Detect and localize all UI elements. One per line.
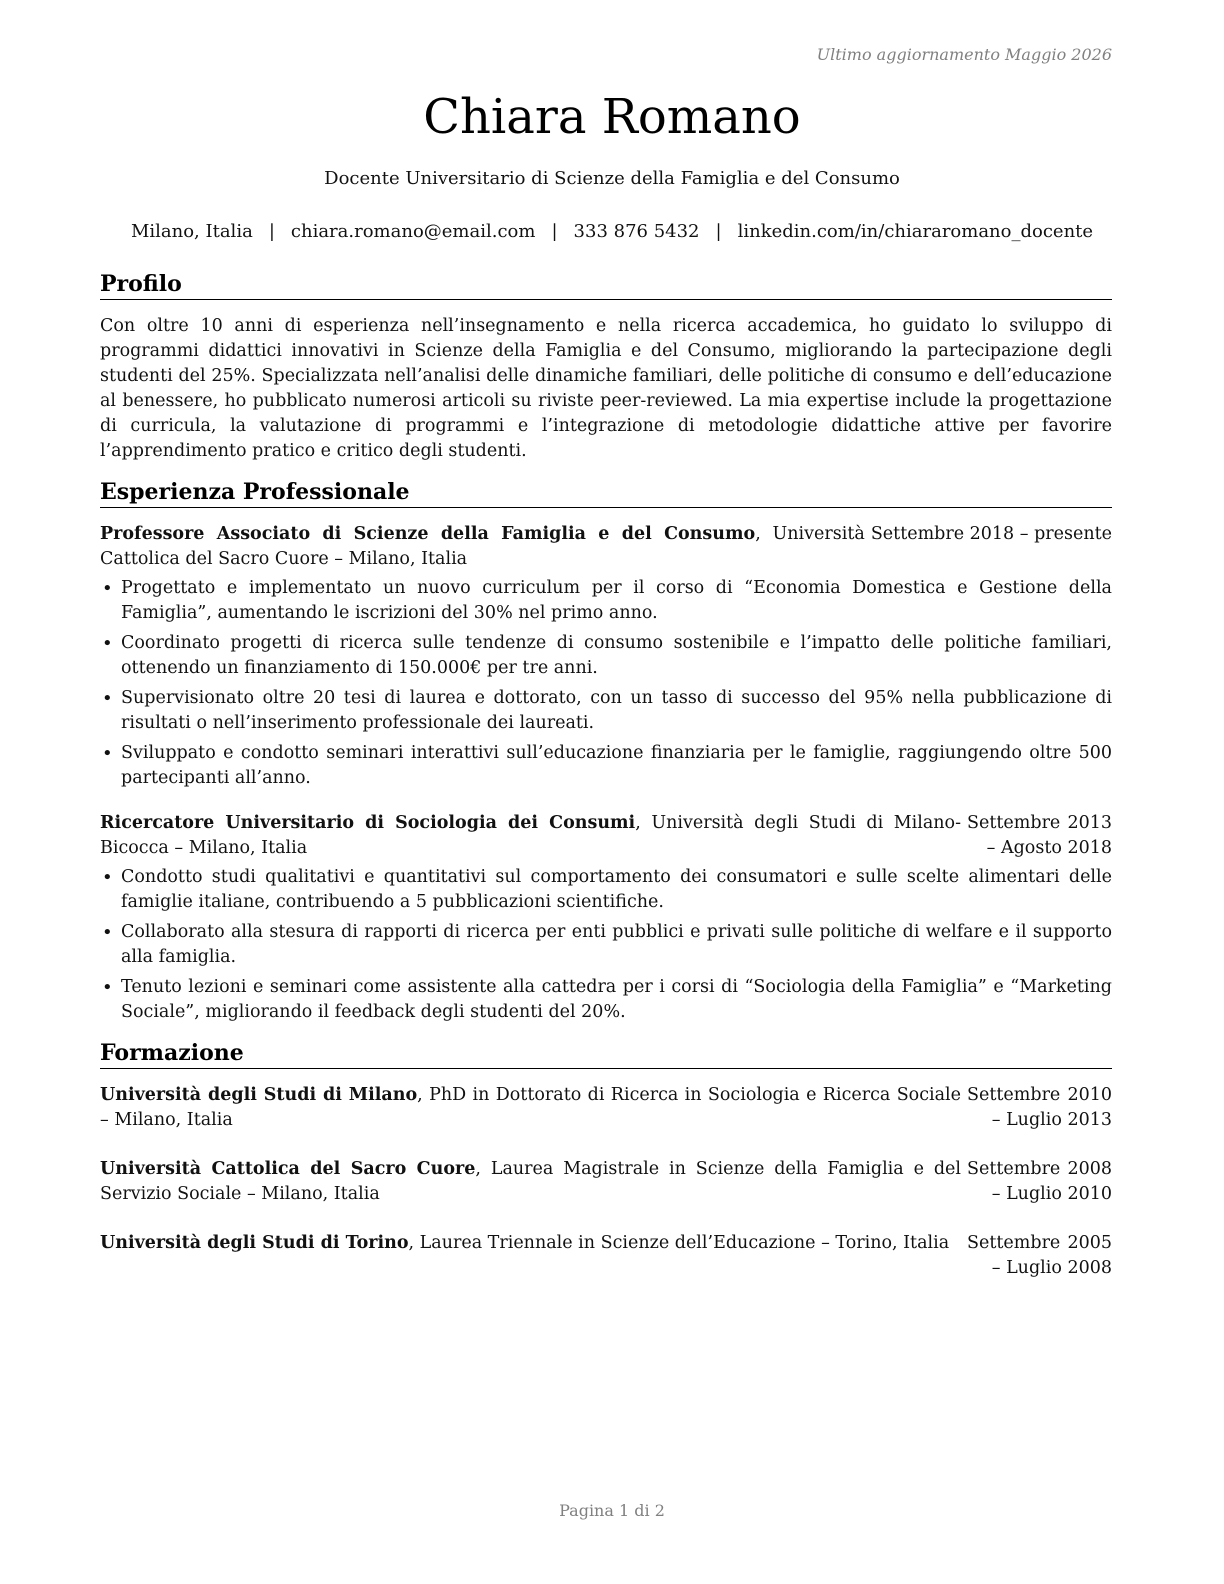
entry-heading (100, 811, 961, 861)
list-item: • Condotto studi qualitativi e quantitativi sul comportamento dei consumatori e sulle scelte alimentari delle famiglie italiane, contribuendo a 5 pubblicazioni scientifiche. (100, 865, 1112, 915)
experience-entry (100, 811, 1112, 1025)
experience-section (100, 478, 1112, 1025)
contact-email[interactable]: chiara.romano@email.com (290, 221, 536, 242)
entry-header (100, 522, 1112, 572)
entry-header (100, 1157, 1112, 1207)
resume-body (100, 270, 1112, 1281)
entry-degree: , Laurea Magistrale in Scienze della Famiglia e del Servizio Sociale – Milano, Italia (100, 1159, 961, 1204)
candidate-name: Chiara Romano (423, 89, 801, 145)
contact-separator: | (268, 221, 275, 242)
entry-dates: Settembre 2018 – presente (870, 524, 1112, 544)
entry-heading (100, 522, 865, 572)
entry-header (100, 1083, 1112, 1133)
entry-bullet-list (100, 576, 1112, 791)
list-item: • Tenuto lezioni e seminari come assistente alla cattedra per i corsi di “Sociologia della Famiglia” e “Marketing Sociale”, migliorando il feedback degli studenti del 20%. (100, 975, 1112, 1025)
education-entry (100, 1083, 1112, 1133)
section-title-experience: Esperienza Professionale (100, 478, 1112, 508)
entry-dates: Settembre 2005 – Luglio 2008 (967, 1233, 1112, 1278)
profile-section (100, 270, 1112, 464)
list-item: • Progettato e implementato un nuovo curriculum per il corso di “Economia Domestica e Gestione della Famiglia”, aumentando le iscrizioni del 30% nel primo anno. (100, 576, 1112, 626)
section-title-education: Formazione (100, 1039, 1112, 1069)
list-item: • Sviluppato e condotto seminari interattivi sull’educazione finanziaria per le famiglie, raggiungendo oltre 500 partecipanti all’anno. (100, 741, 1112, 791)
contact-location: Milano, Italia (130, 221, 253, 242)
list-item: • Supervisionato oltre 20 tesi di laurea e dottorato, con un tasso di successo del 95% nella pubblicazione di risultati o nell’inserimento professionale dei laureati. (100, 686, 1112, 736)
education-entry (100, 1157, 1112, 1207)
contact-separator: | (715, 221, 722, 242)
entry-header (100, 1231, 1112, 1281)
entry-heading (100, 1231, 961, 1256)
experience-entry (100, 522, 1112, 791)
profile-summary: Con oltre 10 anni di esperienza nell’insegnamento e nella ricerca accademica, ho guidato lo sviluppo di programmi didattici innovativi in Scienze della Famiglia e del Consumo, migliorando la partecipazione degli studenti del 25%. Specializzata nell’analisi delle dinamiche familiari, delle politiche di consumo e dell’educazione al benessere, ho pubblicato numerosi articoli su riviste peer-reviewed. La mia expertise include la progettazione di curricula, la valutazione di programmi e l’integrazione di metodologie didattiche attive per favorire l’apprendimento pratico e critico degli studenti. (100, 316, 1112, 461)
entry-role: Ricercatore Universitario di Sociologia dei Consumi (100, 813, 636, 833)
education-entry (100, 1231, 1112, 1281)
list-item: • Coordinato progetti di ricerca sulle tendenze di consumo sostenibile e l’impatto delle politiche familiari, ottenendo un finanziamento di 150.000€ per tre anni. (100, 631, 1112, 681)
entry-organization: , Università degli Studi di Milano-Bicocca – Milano, Italia (100, 813, 961, 858)
entry-heading (100, 1083, 961, 1133)
list-item: • Collaborato alla stesura di rapporti di ricerca per enti pubblici e privati sulle politiche di welfare e il supporto alla famiglia. (100, 920, 1112, 970)
entry-degree: , Laurea Triennale in Scienze dell’Educazione – Torino, Italia (408, 1233, 950, 1253)
entry-bullet-list (100, 865, 1112, 1025)
contact-phone[interactable]: 333 876 5432 (573, 221, 700, 242)
entry-heading (100, 1157, 961, 1207)
entry-dates: Settembre 2010 – Luglio 2013 (967, 1085, 1112, 1130)
entry-school: Università Cattolica del Sacro Cuore (100, 1159, 476, 1179)
contact-linkedin[interactable]: linkedin.com/in/chiararomano_docente (737, 221, 1094, 242)
entry-role: Professore Associato di Scienze della Famiglia e del Consumo (100, 524, 756, 544)
entry-header (100, 811, 1112, 861)
entry-degree: , PhD in Dottorato di Ricerca in Sociologia e Ricerca Sociale – Milano, Italia (100, 1085, 962, 1130)
contact-separator: | (551, 221, 558, 242)
page-number: Pagina 1 di 2 (559, 1501, 665, 1520)
entry-organization: , Università Cattolica del Sacro Cuore – Milano, Italia (100, 524, 865, 569)
entry-dates: Settembre 2008 – Luglio 2010 (967, 1159, 1112, 1204)
last-updated-note: Ultimo aggiornamento Maggio 2026 (816, 45, 1112, 64)
education-section (100, 1039, 1112, 1281)
entry-school: Università degli Studi di Milano (100, 1085, 418, 1105)
section-title-profile: Profilo (100, 270, 1112, 300)
entry-school: Università degli Studi di Torino (100, 1233, 409, 1253)
candidate-tagline: Docente Universitario di Scienze della Famiglia e del Consumo (324, 168, 900, 189)
contact-line (0, 219, 1224, 245)
entry-dates: Settembre 2013 – Agosto 2018 (967, 813, 1112, 858)
